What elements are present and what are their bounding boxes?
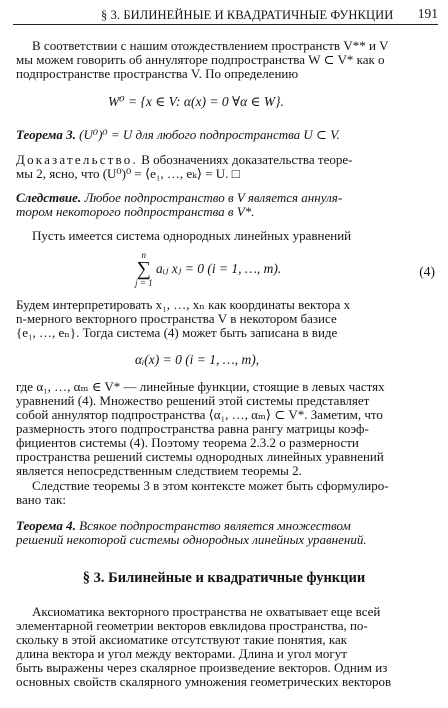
text-line: тором некоторого подпространства в V*. <box>16 204 255 219</box>
equation-functionals: αᵢ(x) = 0 (i = 1, …, m), <box>135 352 260 367</box>
summation-sign: n ∑ j = 1 <box>135 250 153 288</box>
text-line: {e₁, …, eₙ}. Тогда система (4) может быть записана в виде <box>16 325 338 340</box>
text-line: где α₁, …, αₘ ∈ V* — линейные функции, стоящие в левых частях <box>16 379 385 394</box>
text-line: Будем интерпретировать x₁, …, xₙ как координаты вектора x <box>16 297 351 312</box>
theorem-3-text: (U⁰)⁰ = U для любого подпространства U ⊂ V. <box>75 127 340 142</box>
text-line: мы можем говорить об аннуляторе подпространства W ⊂ V* как о <box>16 52 385 67</box>
text-line: является непосредственным следствием теоремы 2. <box>16 463 302 478</box>
corollary <box>16 191 432 219</box>
equation-4-number: (4) <box>419 264 435 279</box>
text-line: решений некоторой системы однородных линейных уравнений. <box>16 532 367 547</box>
text-line: фициентов системы (4). Поэтому теорема 2.3.2 о размерности <box>16 435 359 450</box>
text-line: размерность этого подпространства равна рангу матрицы коэф- <box>16 421 369 436</box>
text-line: Аксиоматика векторного пространства не охватывает еще всей <box>32 604 381 619</box>
paragraph-interpretation <box>16 298 432 340</box>
theorem-4 <box>16 519 432 547</box>
text-line: быть выражены через скалярное произведение векторов. Одним из <box>16 660 388 675</box>
text-line: длина вектора и угол между векторами. Длина и угол могут <box>16 646 347 661</box>
equation-annulator-definition: W⁰ = {x ∈ V: α(x) = 0 ∀α ∈ W}. <box>108 94 284 109</box>
text-line: мы 2, ясно, что (U⁰)⁰ = ⟨e₁, …, eₖ⟩ = U. □ <box>16 166 240 181</box>
page-number: 191 <box>417 6 438 21</box>
paragraph-annulator-intro <box>16 39 432 81</box>
text-line: элементарной геометрии векторов евклидова пространства, по- <box>16 618 368 633</box>
corollary-label: Следствие. <box>16 190 82 205</box>
theorem-4-label: Теорема 4. <box>16 518 76 533</box>
text-line: Теорема 4. Всякое подпространство является множеством <box>16 518 351 533</box>
text-line: подпространстве пространства V. По определению <box>16 66 299 81</box>
paragraph-corollary-intro <box>16 479 432 507</box>
text-line: Следствие теоремы 3 в этом контексте может быть сформулиро- <box>32 478 389 493</box>
text-line: скольку в этой аксиоматике отсутствуют такие понятия, как <box>16 632 348 647</box>
running-header <box>13 0 438 25</box>
text-line: В соответствии с нашим отождествлением пространств V** и V <box>32 38 389 53</box>
text-line: вано так: <box>16 492 66 507</box>
proof-block <box>16 153 432 181</box>
paragraph-axiomatics <box>16 605 432 689</box>
text-line: пространства решений системы однородных линейных уравнений <box>16 449 384 464</box>
theorem-3 <box>16 128 432 142</box>
text-line: уравнений (4). Множество решений этой системы представляет <box>16 393 370 408</box>
text-line: Доказательство. В обозначениях доказательства теоре- <box>16 152 353 167</box>
paragraph-system-intro: Пусть имеется система однородных линейных уравнений <box>32 228 352 243</box>
text-line: собой аннулятор подпространства ⟨α₁, …, αₘ⟩ ⊂ V*. Заметим, что <box>16 407 383 422</box>
text-line: n-мерного векторного пространства V в некотором базисе <box>16 311 337 326</box>
theorem-3-label: Теорема 3. <box>16 127 76 142</box>
text-line: основных свойств скалярного умножения геометрических векторов <box>16 674 392 689</box>
header-title: § 3. БИЛИНЕЙНЫЕ И КВАДРАТИЧНЫЕ ФУНКЦИИ <box>101 8 394 22</box>
text-line: Следствие. Любое подпространство в V является аннуля- <box>16 190 343 205</box>
equation-4: n ∑ j = 1 aᵢⱼ xⱼ = 0 (i = 1, …, m). <box>135 250 282 288</box>
section-title: § 3. Билинейные и квадратичные функции <box>82 570 366 586</box>
proof-label: Доказательство. <box>16 152 138 167</box>
paragraph-solutions <box>16 380 432 478</box>
